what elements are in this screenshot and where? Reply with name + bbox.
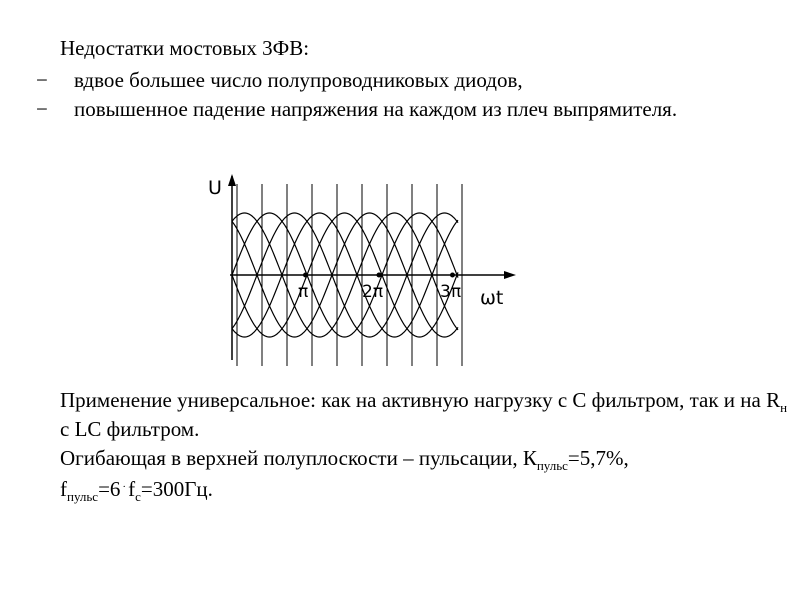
frequency-paragraph — [60, 473, 800, 504]
fc-symbol: f — [128, 477, 136, 501]
envelope-text: Огибающая в верхней полуплоскости – пульсации, К — [60, 446, 537, 470]
bullet-text: вдвое большее число полупроводниковых диодов, — [74, 68, 523, 92]
bullet-marker: − — [36, 68, 48, 92]
application-paragraph — [60, 386, 800, 444]
application-text: Применение универсальное: как на активную нагрузку с С фильтром, так и на R — [60, 388, 781, 412]
crossing-dot — [450, 273, 455, 278]
fc-subscript: c — [135, 489, 141, 504]
bullet-text: повышенное падение напряжения на каждом из плеч выпрямителя. — [74, 97, 678, 121]
y-axis-label: U — [208, 177, 222, 199]
y-axis-arrow — [228, 174, 236, 186]
rectified-waveform-figure — [180, 170, 540, 370]
bullet-item — [36, 66, 756, 95]
f-subscript: пульс — [67, 489, 99, 504]
crossing-dot — [377, 273, 382, 278]
bullet-marker: − — [36, 97, 48, 121]
frequency-result: =300Гц. — [140, 477, 213, 501]
envelope-paragraph — [60, 444, 800, 473]
multiply-dot: · — [122, 481, 127, 493]
k-value: =5,7%, — [567, 446, 629, 470]
bullet-item — [36, 95, 756, 124]
tick-label-pi: π — [298, 282, 309, 302]
crossing-dot — [303, 273, 308, 278]
heading: Недостатки мостовых 3ФВ: — [60, 36, 310, 60]
k-subscript: пульс — [536, 458, 568, 473]
rn-subscript: н — [780, 400, 788, 415]
tick-label-3pi: 3π — [440, 282, 462, 302]
application-text-end: с LC фильтром. — [60, 417, 200, 441]
description-block — [60, 386, 800, 504]
x-axis-arrow — [504, 271, 516, 279]
f-symbol: f — [60, 477, 67, 501]
tick-label-2pi: 2π — [362, 282, 384, 302]
bullet-list — [36, 66, 756, 124]
x-axis-label: ωt — [480, 287, 504, 309]
f-equation: =6 — [98, 477, 121, 501]
